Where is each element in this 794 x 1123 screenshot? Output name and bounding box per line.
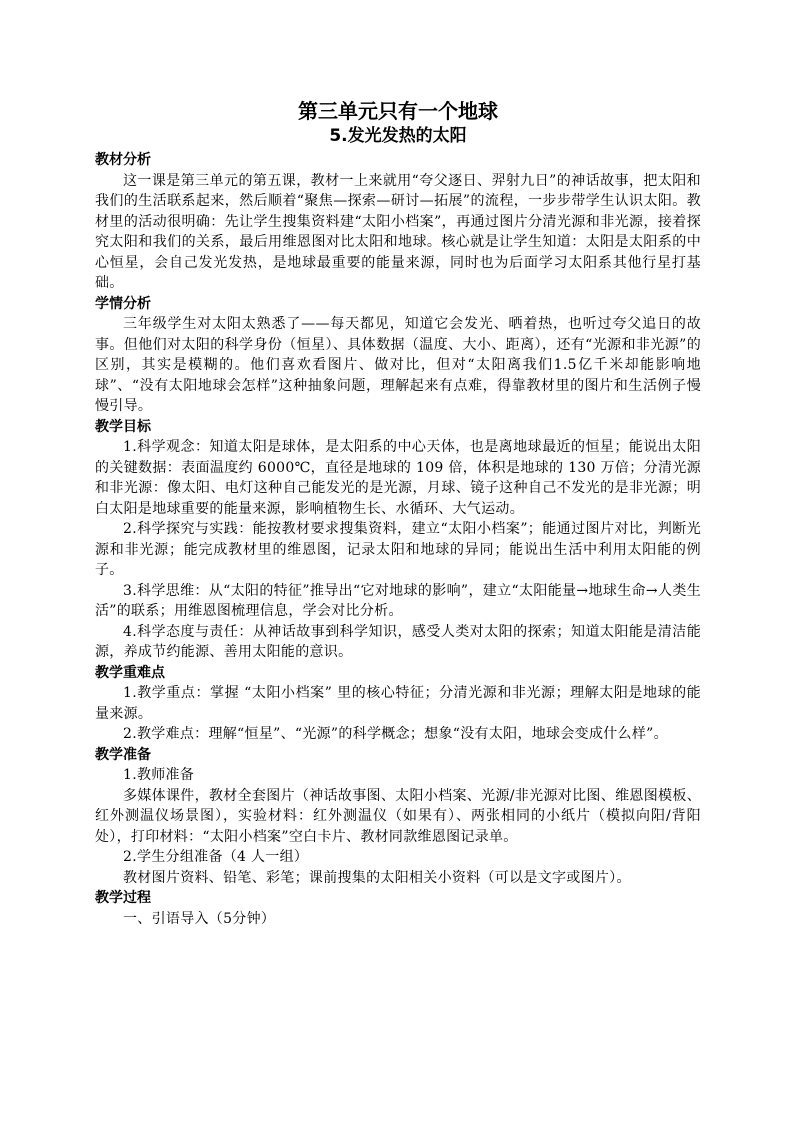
section-heading: 教学目标 (95, 418, 151, 435)
section-student-analysis (95, 294, 701, 417)
section-teaching-goals (95, 417, 701, 663)
teacher-prep-label: 1.教师准备 (123, 767, 195, 783)
student-prep-label: 2.学生分组准备（4 人一组） (123, 849, 309, 865)
section-material-analysis (95, 150, 701, 294)
goal-item: 4.科学态度与责任：从神话故事到科学知识，感受人类对太阳的探索；知道太阳能是清洁能源，养成节约能源、善用太阳能的意识。 (95, 623, 701, 660)
paragraph: 三年级学生对太阳太熟悉了——每天都见，知道它会发光、晒着热，也听过夸父追日的故事。但他们对太阳的科学身份（恒星）、具体数据（温度、大小、距离），还有“光源和非光源”的区别，其实是模糊的。他们喜欢看图片、做对比，但对“太阳离我们1.5亿千米却能影响地球”、“没有太阳地球会怎样”这种抽象问题，理解起来有点难，得靠教材里的图片和生活例子慢慢引导。 (95, 316, 701, 414)
key-point-item: 1.教学重点：掌握 “太阳小档案” 里的核心特征；分清光源和非光源；理解太阳是地球的能量来源。 (95, 685, 701, 722)
section-heading: 教学重难点 (95, 664, 165, 681)
goal-item: 1.科学观念：知道太阳是球体，是太阳系的中心天体，也是离地球最近的恒星；能说出太阳的关键数据：表面温度约 6000℃，直径是地球的 109 倍，体积是地球的 130 万倍；分清光源和非光源：像太阳、电灯这种自己能发光的是光源，月球、镜子这种自己不发光的是非光源；明白太阳是地球重要的能量来源，影响植物生长、水循环、大气运动。 (95, 439, 701, 517)
student-prep-body: 教材图片资料、铅笔、彩笔；课前搜集的太阳相关小资料（可以是文字或图片）。 (123, 869, 631, 886)
section-heading: 教学准备 (95, 746, 151, 763)
document-content (95, 98, 701, 929)
section-key-points (95, 663, 701, 745)
section-process (95, 888, 701, 929)
section-preparation (95, 745, 701, 889)
process-step: 一、引语导入（5分钟） (123, 910, 276, 927)
teacher-prep-body: 多媒体课件，教材全套图片（神话故事图、太阳小档案、光源/非光源对比图、维恩图模板、红外测温仪场景图），实验材料：红外测温仪（如果有）、两张相同的小纸片（模拟向阳/背阳处），打印材料：“太阳小档案”空白卡片、教材同款维恩图记录单。 (95, 787, 701, 845)
section-heading: 教材分析 (95, 152, 151, 168)
paragraph: 这一课是第三单元的第五课，教材一上来就用“夸父逐日、羿射九日”的神话故事，把太阳和我们的生活联系起来，然后顺着“聚焦—探索—研讨—拓展”的流程，一步步带学生认识太阳。教材里的活动很明确：先让学生搜集资料建“太阳小档案”，再通过图片分清光源和非光源，接着探究太阳和我们的关系，最后用维恩图对比太阳和地球。核心就是让学生知道：太阳是太阳系的中心恒星，会自己发光发热，是地球最重要的能量来源，同时也为后面学习太阳系其他行星打基础。 (95, 172, 701, 291)
lesson-subtitle: 5.发光发热的太阳 (329, 126, 467, 146)
goal-item: 3.科学思维：从“太阳的特征”推导出“它对地球的影响”，建立“太阳能量→地球生命→人类生活”的联系；用维恩图梳理信息，学会对比分析。 (95, 582, 701, 619)
key-point-item: 2.教学难点：理解“恒星”、“光源”的科学概念；想象“没有太阳，地球会变成什么样”。 (123, 726, 668, 742)
goal-item: 2.科学探究与实践：能按教材要求搜集资料，建立“太阳小档案”；能通过图片对比，判断光源和非光源；能完成教材里的维恩图，记录太阳和地球的异同；能说出生活中利用太阳能的例子。 (95, 521, 701, 578)
section-heading: 教学过程 (95, 890, 151, 906)
document-title: 第三单元只有一个地球 (298, 99, 498, 123)
section-heading: 学情分析 (95, 295, 151, 312)
